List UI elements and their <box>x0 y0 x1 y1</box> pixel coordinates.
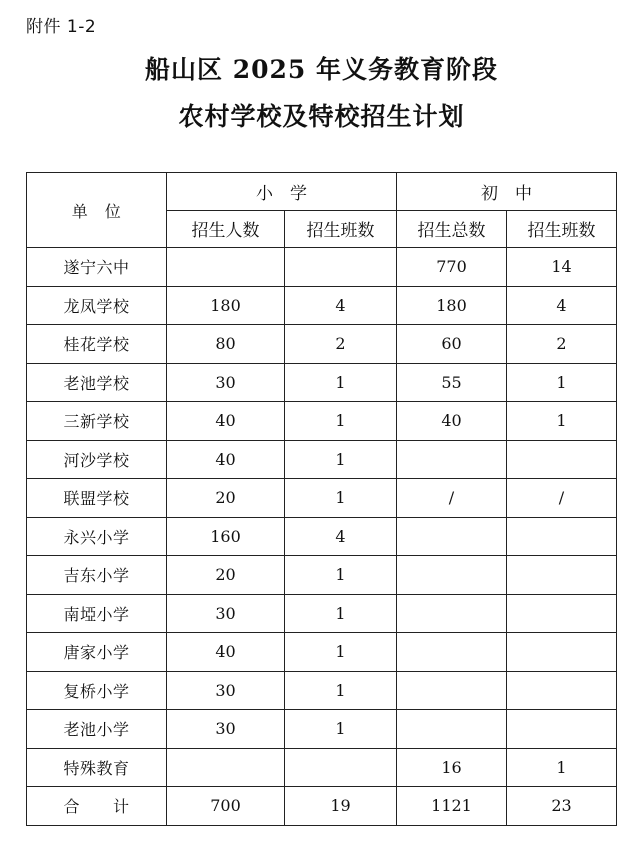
unit-cell: 遂宁六中 <box>27 248 167 287</box>
primary-classes-cell: 19 <box>285 787 397 826</box>
table-row <box>27 633 617 672</box>
middle-students-cell: 60 <box>397 325 507 364</box>
middle-students-cell: 16 <box>397 748 507 787</box>
document-title-line1: 船山区 2025 年义务教育阶段 <box>145 55 498 84</box>
primary-classes-cell: 1 <box>285 594 397 633</box>
unit-cell: 吉东小学 <box>27 556 167 595</box>
total-row <box>27 787 617 826</box>
primary-students-cell <box>167 748 285 787</box>
primary-classes-cell: 1 <box>285 363 397 402</box>
table-row <box>27 248 617 287</box>
unit-cell: 永兴小学 <box>27 517 167 556</box>
header-row-1 <box>27 173 617 211</box>
middle-classes-cell: / <box>507 479 617 518</box>
primary-students-cell: 160 <box>167 517 285 556</box>
middle-students-cell <box>397 671 507 710</box>
table-row <box>27 479 617 518</box>
unit-cell: 老池学校 <box>27 363 167 402</box>
primary-students-cell: 20 <box>167 556 285 595</box>
middle-classes-cell <box>507 556 617 595</box>
primary-students-cell: 180 <box>167 286 285 325</box>
table-body <box>27 173 617 826</box>
primary-students-cell: 700 <box>167 787 285 826</box>
enrollment-plan-table <box>26 172 617 826</box>
middle-students-cell <box>397 594 507 633</box>
unit-cell: 三新学校 <box>27 402 167 441</box>
unit-cell: 特殊教育 <box>27 748 167 787</box>
subheader-middle-classes: 招生班数 <box>507 210 617 248</box>
middle-students-cell <box>397 710 507 749</box>
unit-cell: 复桥小学 <box>27 671 167 710</box>
subheader-primary-students: 招生人数 <box>167 210 285 248</box>
middle-classes-cell <box>507 671 617 710</box>
middle-classes-cell <box>507 517 617 556</box>
primary-classes-cell: 4 <box>285 286 397 325</box>
table-row <box>27 440 617 479</box>
primary-classes-cell: 4 <box>285 517 397 556</box>
table-row <box>27 363 617 402</box>
primary-students-cell: 30 <box>167 363 285 402</box>
primary-students-cell: 40 <box>167 402 285 441</box>
primary-students-cell <box>167 248 285 287</box>
primary-classes-cell: 1 <box>285 556 397 595</box>
unit-cell: 南埡小学 <box>27 594 167 633</box>
primary-classes-cell <box>285 248 397 287</box>
middle-classes-cell: 1 <box>507 363 617 402</box>
table-row <box>27 402 617 441</box>
middle-classes-cell <box>507 633 617 672</box>
primary-students-cell: 40 <box>167 440 285 479</box>
middle-students-cell <box>397 556 507 595</box>
middle-students-cell <box>397 517 507 556</box>
unit-cell: 合 计 <box>27 787 167 826</box>
primary-students-cell: 30 <box>167 710 285 749</box>
attachment-label: 附件 1-2 <box>26 17 97 37</box>
middle-classes-cell: 1 <box>507 402 617 441</box>
middle-students-cell: / <box>397 479 507 518</box>
primary-classes-cell: 1 <box>285 479 397 518</box>
middle-students-cell: 40 <box>397 402 507 441</box>
primary-classes-cell: 1 <box>285 402 397 441</box>
table-row <box>27 748 617 787</box>
middle-students-cell <box>397 633 507 672</box>
middle-students-cell: 1121 <box>397 787 507 826</box>
middle-classes-cell: 2 <box>507 325 617 364</box>
middle-classes-cell <box>507 440 617 479</box>
middle-students-cell: 180 <box>397 286 507 325</box>
primary-classes-cell: 2 <box>285 325 397 364</box>
subheader-primary-classes: 招生班数 <box>285 210 397 248</box>
primary-students-cell: 80 <box>167 325 285 364</box>
middle-students-cell: 770 <box>397 248 507 287</box>
middle-classes-cell: 1 <box>507 748 617 787</box>
table-row <box>27 286 617 325</box>
header-primary-school: 小 学 <box>167 173 397 211</box>
unit-cell: 河沙学校 <box>27 440 167 479</box>
table-row <box>27 325 617 364</box>
primary-classes-cell: 1 <box>285 633 397 672</box>
unit-cell: 老池小学 <box>27 710 167 749</box>
unit-cell: 唐家小学 <box>27 633 167 672</box>
middle-classes-cell <box>507 710 617 749</box>
table-row <box>27 594 617 633</box>
unit-cell: 桂花学校 <box>27 325 167 364</box>
header-middle-school: 初 中 <box>397 173 617 211</box>
header-unit: 单 位 <box>27 173 167 248</box>
middle-classes-cell: 4 <box>507 286 617 325</box>
table-row <box>27 671 617 710</box>
table-row <box>27 556 617 595</box>
middle-students-cell: 55 <box>397 363 507 402</box>
middle-classes-cell: 23 <box>507 787 617 826</box>
middle-students-cell <box>397 440 507 479</box>
middle-classes-cell <box>507 594 617 633</box>
table-row <box>27 710 617 749</box>
primary-classes-cell: 1 <box>285 440 397 479</box>
primary-students-cell: 30 <box>167 671 285 710</box>
middle-classes-cell: 14 <box>507 248 617 287</box>
primary-students-cell: 40 <box>167 633 285 672</box>
table-row <box>27 517 617 556</box>
unit-cell: 联盟学校 <box>27 479 167 518</box>
unit-cell: 龙凤学校 <box>27 286 167 325</box>
primary-students-cell: 20 <box>167 479 285 518</box>
document-title-line2: 农村学校及特校招生计划 <box>178 102 465 131</box>
subheader-middle-students: 招生总数 <box>397 210 507 248</box>
primary-students-cell: 30 <box>167 594 285 633</box>
primary-classes-cell: 1 <box>285 710 397 749</box>
primary-classes-cell <box>285 748 397 787</box>
primary-classes-cell: 1 <box>285 671 397 710</box>
